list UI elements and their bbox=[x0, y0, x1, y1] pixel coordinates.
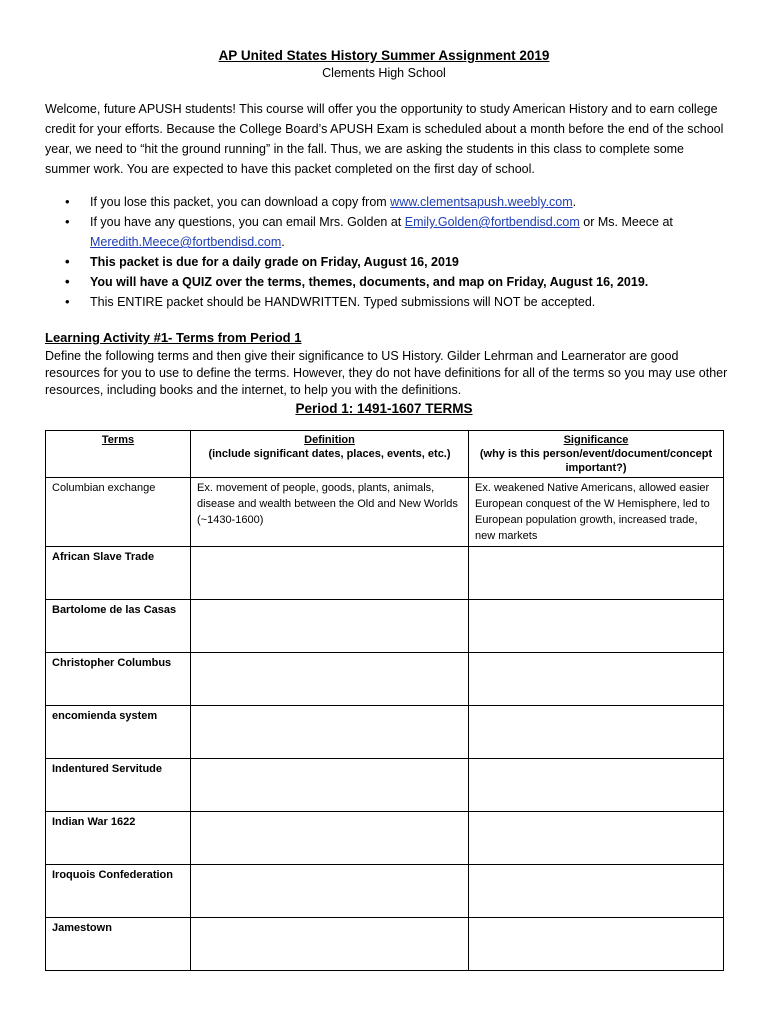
significance-cell[interactable] bbox=[469, 600, 724, 653]
terms-table bbox=[45, 430, 724, 971]
definition-cell[interactable] bbox=[191, 547, 469, 600]
table-row bbox=[46, 547, 724, 600]
term-cell: Bartolome de las Casas bbox=[46, 600, 191, 653]
table-row bbox=[46, 812, 724, 865]
bullet-download: • If you lose this packet, you can download a copy from www.clementsapush.weebly.com. bbox=[45, 192, 730, 212]
definition-cell[interactable] bbox=[191, 706, 469, 759]
header-significance: Significance (why is this person/event/document/concept important?) bbox=[469, 431, 724, 478]
intro-paragraph: Welcome, future APUSH students! This course will offer you the opportunity to study American History and to earn college credit for your efforts. Because the College Board’s APUSH Exam is scheduled about a month before the end of the school year, we need to “hit the ground running” in the fall. Thus, we are asking the students in this class to complete some summer work. You are expected to have this packet completed on the first day of school. bbox=[45, 102, 724, 176]
significance-cell[interactable] bbox=[469, 653, 724, 706]
term-cell: Christopher Columbus bbox=[46, 653, 191, 706]
header-definition: Definition (include significant dates, places, events, etc.) bbox=[191, 431, 469, 478]
definition-cell[interactable] bbox=[191, 865, 469, 918]
definition-cell[interactable] bbox=[191, 918, 469, 971]
table-header-row bbox=[46, 431, 724, 478]
bullet-due-date: • This packet is due for a daily grade on Friday, August 16, 2019 bbox=[45, 252, 730, 272]
term-cell: Indian War 1622 bbox=[46, 812, 191, 865]
definition-cell[interactable] bbox=[191, 653, 469, 706]
definition-cell[interactable] bbox=[191, 812, 469, 865]
term-cell: Iroquois Confederation bbox=[46, 865, 191, 918]
example-row bbox=[46, 478, 724, 547]
significance-cell[interactable] bbox=[469, 547, 724, 600]
table-row bbox=[46, 600, 724, 653]
bullet-handwritten: • This ENTIRE packet should be HANDWRITTEN. Typed submissions will NOT be accepted. bbox=[45, 292, 730, 312]
instructions-list bbox=[45, 192, 730, 312]
golden-email-link[interactable]: Emily.Golden@fortbendisd.com bbox=[404, 215, 580, 229]
example-term: Columbian exchange bbox=[46, 478, 191, 547]
term-cell: Indentured Servitude bbox=[46, 759, 191, 812]
bullet-contact: • If you have any questions, you can email Mrs. Golden at Emily.Golden@fortbendisd.com or Ms. Meece at Meredith.Meece@fortbendisd.com. bbox=[45, 212, 730, 252]
activity-instructions: Define the following terms and then give their significance to US History. Gilder Lehrman and Learnerator are good resources for you to use to define the terms. However, they do not have definitions for all of the terms so you may use other resources, including books and the internet, to help you with the definitions. bbox=[45, 349, 728, 397]
school-name: Clements High School bbox=[322, 66, 446, 80]
definition-cell[interactable] bbox=[191, 600, 469, 653]
significance-cell[interactable] bbox=[469, 759, 724, 812]
period-title: Period 1: 1491-1607 TERMS bbox=[295, 401, 473, 416]
website-link[interactable]: www.clementsapush.weebly.com bbox=[390, 195, 573, 209]
header-terms: Terms bbox=[46, 431, 191, 478]
significance-cell[interactable] bbox=[469, 812, 724, 865]
term-cell: Jamestown bbox=[46, 918, 191, 971]
table-row bbox=[46, 653, 724, 706]
table-row bbox=[46, 759, 724, 812]
bullet-quiz: • You will have a QUIZ over the terms, themes, documents, and map on Friday, August 16, 2019. bbox=[45, 272, 730, 292]
example-significance: Ex. weakened Native Americans, allowed easier European conquest of the W Hemisphere, led to European population growth, increased trade, new markets bbox=[469, 478, 724, 547]
table-row bbox=[46, 706, 724, 759]
table-row bbox=[46, 918, 724, 971]
page-title: AP United States History Summer Assignment 2019 bbox=[218, 48, 550, 63]
term-cell: encomienda system bbox=[46, 706, 191, 759]
significance-cell[interactable] bbox=[469, 918, 724, 971]
activity-heading: Learning Activity #1- Terms from Period 1 bbox=[45, 330, 302, 345]
significance-cell[interactable] bbox=[469, 865, 724, 918]
table-row bbox=[46, 865, 724, 918]
meece-email-link[interactable]: Meredith.Meece@fortbendisd.com bbox=[90, 235, 282, 249]
example-definition: Ex. movement of people, goods, plants, animals, disease and wealth between the Old and New Worlds (~1430-1600) bbox=[191, 478, 469, 547]
definition-cell[interactable] bbox=[191, 759, 469, 812]
significance-cell[interactable] bbox=[469, 706, 724, 759]
term-cell: African Slave Trade bbox=[46, 547, 191, 600]
